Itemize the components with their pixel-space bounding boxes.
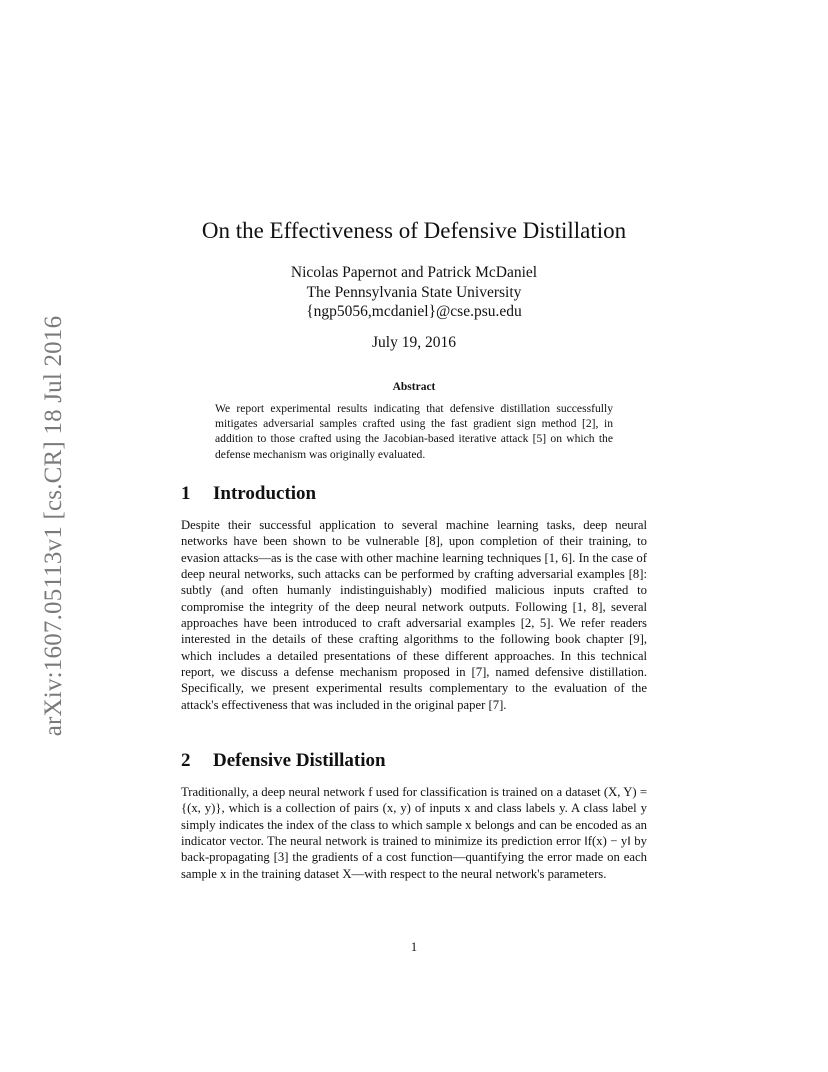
- page-number: 1: [410, 940, 418, 954]
- paper-title: On the Effectiveness of Defensive Distillation: [201, 218, 627, 243]
- section-number: 2: [181, 750, 191, 771]
- section-title: Introduction: [213, 483, 317, 504]
- defensive-distillation-paragraph: Traditionally, a deep neural network f used for classification is trained on a dataset (X, Y) = {(x, y)}, which is a collection of pairs (x, y) of inputs x and class labels y. A class label y simply indicates the index of the class to which sample x belongs and can be encoded as an indicator vector. The neural network is trained to minimize its prediction error ‖f(x) − y‖ by back-propagating [3] the gradients of a cost function—quantifying the error made on each sample x in the training dataset X—with respect to the neural network's parameters.: [181, 785, 647, 881]
- section-number: 1: [181, 483, 191, 504]
- paper-date: July 19, 2016: [372, 334, 456, 351]
- author-affiliation: The Pennsylvania State University: [306, 284, 522, 301]
- abstract-heading: Abstract: [392, 381, 436, 393]
- arxiv-stamp: arXiv:1607.05113v1 [cs.CR] 18 Jul 2016: [40, 315, 67, 737]
- section-heading-defensive-distillation: [181, 750, 651, 772]
- introduction-paragraph: Despite their successful application to several machine learning tasks, deep neural networks have been shown to be vulnerable [8], upon completion of their training, to evasion attacks—as is the case with other machine learning techniques [1, 6]. In the case of deep neural networks, such attacks can be performed by crafting adversarial examples [8]: subtly (and often humanly indistinguishably) modified malicious inputs crafted to compromise the integrity of the deep neural network outputs. Following [1, 8], several approaches have been introduced to craft adversarial examples [2, 5]. We refer readers interested in the details of these crafting algorithms to the following book chapter [9], which includes a detailed presentations of these different approaches. In this technical report, we discuss a defense mechanism proposed in [7], named defensive distillation. Specifically, we present experimental results complementary to the evaluation of the attack's effectiveness that was included in the original paper [7].: [181, 518, 647, 712]
- section-title: Defensive Distillation: [213, 750, 386, 771]
- author-names: Nicolas Papernot and Patrick McDaniel: [290, 264, 538, 281]
- author-email[interactable]: {ngp5056,mcdaniel}@cse.psu.edu: [306, 303, 522, 320]
- section-heading-introduction: [181, 483, 651, 505]
- abstract-text: We report experimental results indicating that defensive distillation successfully mitigates adversarial samples crafted using the fast gradient sign method [2], in addition to those crafted using the Jacobian-based iterative attack [5] on which the defense mechanism was originally evaluated.: [215, 402, 613, 461]
